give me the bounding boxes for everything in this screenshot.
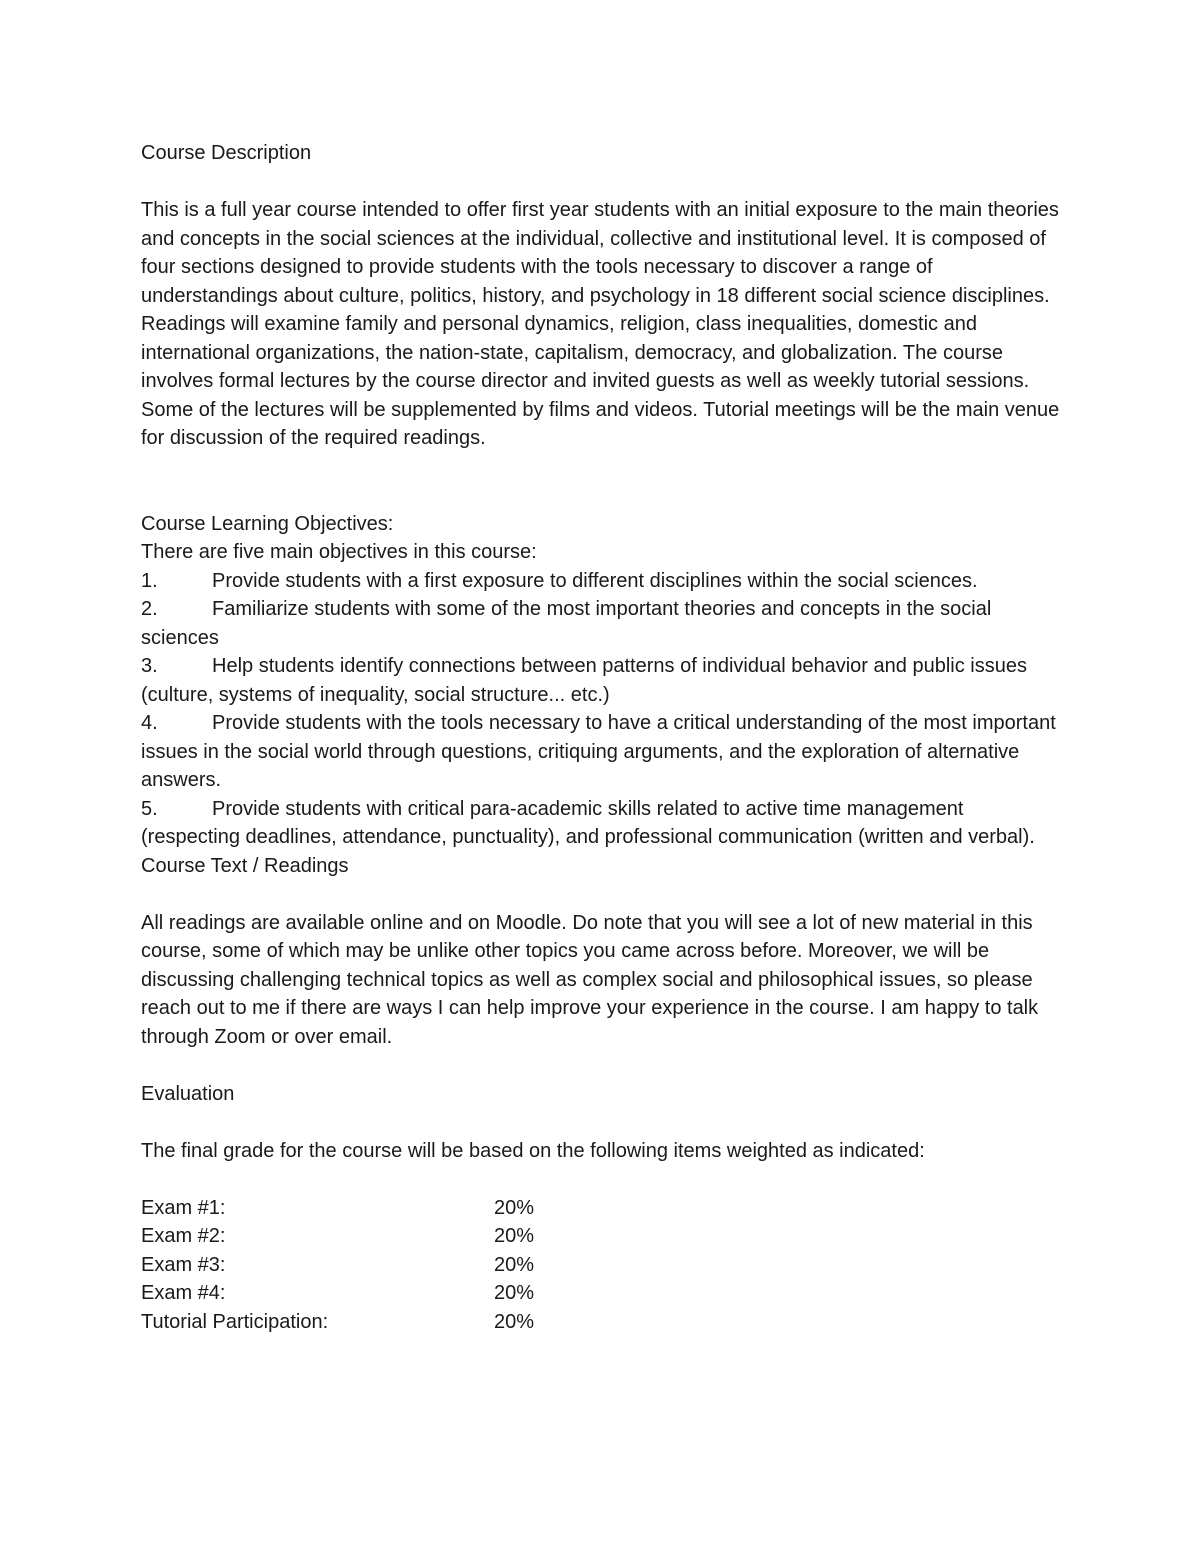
- evaluation-heading: Evaluation: [141, 1082, 235, 1105]
- grade-item: [141, 1251, 1061, 1280]
- evaluation-intro: The final grade for the course will be based on the following items weighted as indicated:: [141, 1139, 925, 1162]
- grade-item-weight: 20%: [494, 1196, 535, 1219]
- grade-item: [141, 1279, 1061, 1308]
- readings-heading: Course Text / Readings: [141, 854, 349, 877]
- spacer: [141, 168, 1061, 197]
- grade-item-weight: 20%: [494, 1310, 535, 1333]
- grade-item-weight: 20%: [494, 1282, 535, 1304]
- grade-item: [141, 1308, 1061, 1337]
- grade-item-label: Tutorial Participation:: [141, 1310, 329, 1333]
- course-description-body: This is a full year course intended to offer first year students with an initial exposure to the main theories and concepts in the social sciences at the individual, collective and institutional level. It is composed of four sections designed to provide students with the tools necessary to discover a range of understandings about culture, politics, history, and psychology in 18 different social science disciplines. Readings will examine family and personal dynamics, religion, class inequalities, domestic and international organizations, the nation-state, capitalism, democracy, and globalization. The course involves formal lectures by the course director and invited guests as well as weekly tutorial sessions. Some of the lectures will be supplemented by films and videos. Tutorial meetings will be the main venue for discussion of the required readings.: [141, 199, 1065, 449]
- objective-item: [141, 795, 1061, 852]
- grade-item-weight: 20%: [494, 1253, 535, 1276]
- objective-number: 5.: [141, 797, 158, 820]
- grade-item-label: Exam #3:: [141, 1253, 226, 1276]
- grade-item-label: Exam #4:: [141, 1282, 226, 1304]
- objectives-intro: There are five main objectives in this course:: [141, 541, 537, 563]
- objective-number: 2.: [141, 598, 158, 620]
- grade-item-label: Exam #2:: [141, 1225, 226, 1247]
- objective-item: [141, 709, 1061, 795]
- spacer: [141, 1051, 1061, 1080]
- objective-number: 1.: [141, 569, 158, 592]
- spacer: [141, 1108, 1061, 1137]
- document-page: [141, 139, 1065, 1336]
- objective-number: 3.: [141, 655, 158, 677]
- objectives-heading: Course Learning Objectives:: [141, 512, 394, 535]
- objective-text: Familiarize students with some of the most important theories and concepts in the social sciences: [141, 598, 997, 649]
- objective-item: [141, 652, 1061, 709]
- grade-item: [141, 1222, 1061, 1251]
- grade-item: [141, 1194, 1061, 1223]
- spacer: [141, 880, 1061, 909]
- spacer: [141, 453, 1061, 510]
- readings-body: All readings are available online and on Moodle. Do note that you will see a lot of new material in this course, some of which may be unlike other topics you came across before. Moreover, we will be discussing challenging technical topics as well as complex social and philosophical issues, so please reach out to me if there are ways I can help improve your experience in the course. I am happy to talk through Zoom or over email.: [141, 911, 1044, 1048]
- course-description-heading: Course Description: [141, 142, 312, 164]
- objective-text: Provide students with critical para-academic skills related to active time management (respecting deadlines, attendance, punctuality), and professional communication (written and verbal).: [141, 797, 1035, 848]
- objective-item: [141, 595, 1061, 652]
- objective-item: [141, 567, 1061, 596]
- spacer: [141, 1165, 1061, 1194]
- objective-text: Provide students with the tools necessary to have a critical understanding of the most important issues in the social world through questions, critiquing arguments, and the exploration of alternative answers.: [141, 712, 1062, 791]
- grade-item-label: Exam #1:: [141, 1196, 226, 1219]
- objective-number: 4.: [141, 712, 158, 734]
- grade-item-weight: 20%: [494, 1225, 535, 1247]
- objective-text: Help students identify connections between patterns of individual behavior and public issues (culture, systems of inequality, social structure... etc.): [141, 655, 1033, 706]
- objective-text: Provide students with a first exposure to different disciplines within the social sciences.: [212, 569, 978, 592]
